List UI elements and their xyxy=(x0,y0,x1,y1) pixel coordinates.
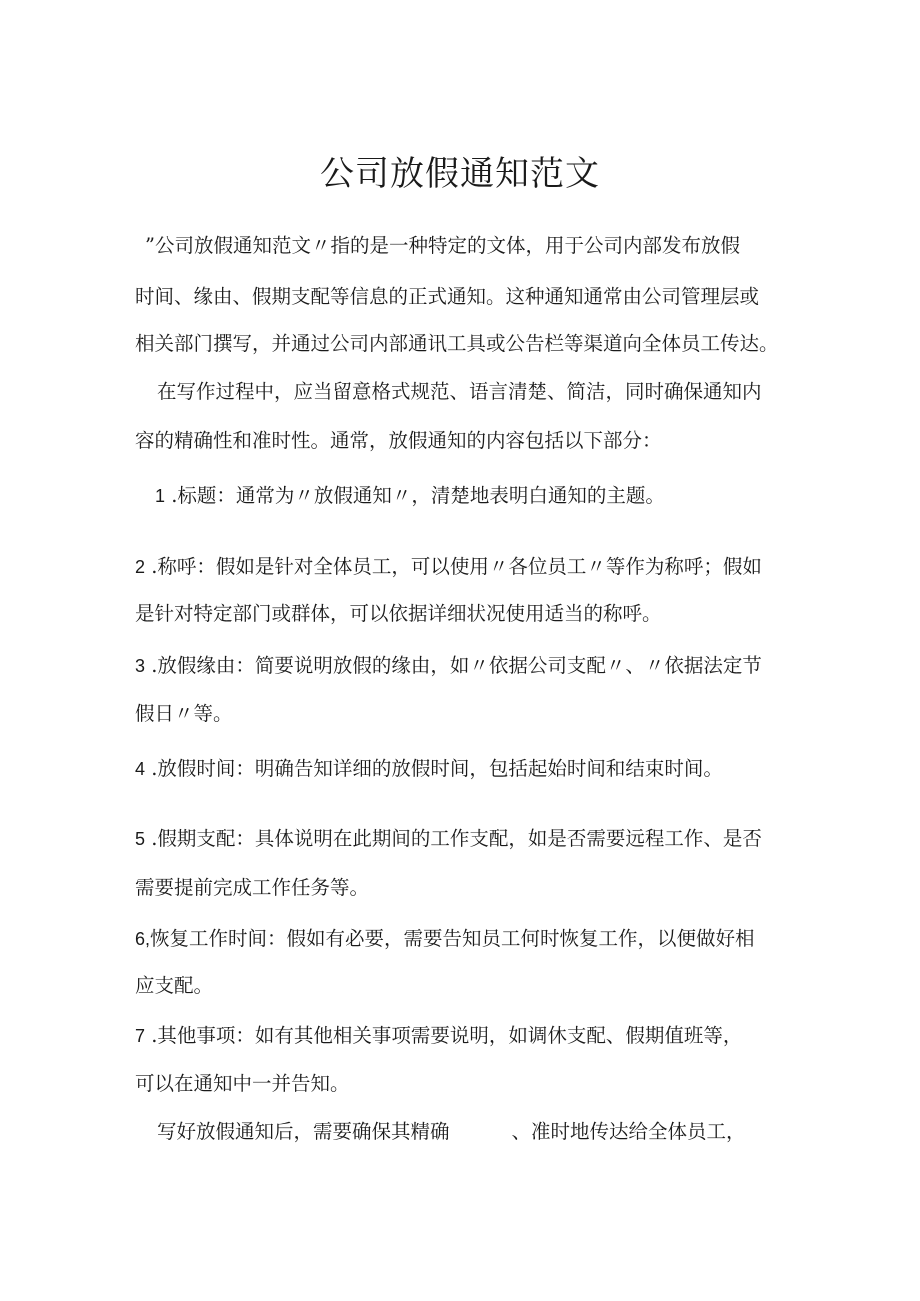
list-item-number: 1 xyxy=(155,486,166,506)
closing-part-1: 写好放假通知后，需要确保其精确 xyxy=(157,1120,450,1143)
list-item-text: .标题：通常为〃放假通知〃，清楚地表明白通知的主题。 xyxy=(171,484,665,507)
list-item-text: .其他事项：如有其他相关事项需要说明，如调休支配、假期值班等， xyxy=(151,1024,743,1047)
list-item-text: 恢复工作时间：假如有必要，需要告知员工何时恢复工作，以便做好相 xyxy=(150,927,755,950)
closing-part-2: 、准时地传达给全体员工， xyxy=(511,1120,746,1143)
list-item-text: .放假缘由：简要说明放假的缘由，如〃依据公司支配〃、〃依据法定节 xyxy=(151,654,762,677)
list-item-3-cont: 假日〃等。 xyxy=(135,702,233,725)
list-item-2 xyxy=(135,553,795,581)
list-item-5-cont: 需要提前完成工作任务等。 xyxy=(135,876,370,899)
list-item-2-cont: 是针对特定部门或群体，可以依据详细状况使用适当的称呼。 xyxy=(135,602,662,625)
list-item-7-cont: 可以在通知中一并告知。 xyxy=(135,1072,350,1095)
list-item-text: .假期支配：具体说明在此期间的工作支配，如是否需要远程工作、是否 xyxy=(151,827,762,850)
list-item-number: 7 xyxy=(135,1026,146,1046)
intro-line-3: 相关部门撰写，并通过公司内部通讯工具或公告栏等渠道向全体员工传达。 xyxy=(135,332,779,355)
list-item-3 xyxy=(135,652,795,680)
intro-line-2: 时间、缘由、假期支配等信息的正式通知。这种通知通常由公司管理层或 xyxy=(135,285,760,308)
list-item-number: 4 xyxy=(135,759,146,779)
para2-line-2: 容的精确性和准时性。通常，放假通知的内容包括以下部分： xyxy=(135,429,662,452)
list-item-text: .放假时间：明确告知详细的放假时间，包括起始时间和结束时间。 xyxy=(151,757,723,780)
list-item-6-cont: 应支配。 xyxy=(135,974,214,997)
para2-line-1: 在写作过程中，应当留意格式规范、语言清楚、简洁，同时确保通知内 xyxy=(157,380,762,403)
list-item-number: 3 xyxy=(135,656,146,676)
list-item-number: 2 xyxy=(135,557,146,577)
list-item-text: .称呼：假如是针对全体员工，可以使用〃各位员工〃等作为称呼；假如 xyxy=(151,555,762,578)
list-item-5 xyxy=(135,825,795,853)
intro-line-1: ”公司放假通知范文〃指的是一种特定的文体，用于公司内部发布放假 xyxy=(145,234,740,257)
list-item-number: 5 xyxy=(135,829,146,849)
document-title: 公司放假通知范文 xyxy=(320,154,600,194)
list-item-6 xyxy=(135,925,795,953)
closing-line xyxy=(157,1118,817,1146)
list-item-7 xyxy=(135,1022,795,1050)
list-item-4 xyxy=(135,755,795,783)
list-item-number: 6, xyxy=(135,929,151,949)
list-item-1 xyxy=(155,482,815,510)
